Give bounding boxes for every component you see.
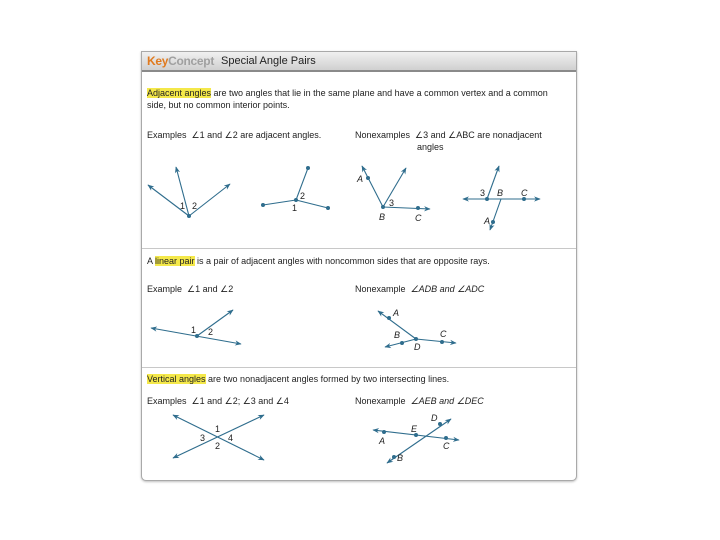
angle-label: 2: [208, 327, 214, 337]
angle-label: 2: [192, 201, 198, 211]
point-label: C: [521, 188, 528, 198]
point-label: C: [440, 329, 447, 339]
linear-nonexample-diagram: [378, 308, 456, 352]
angle-label: 1: [292, 203, 298, 213]
nonexamples-text-2: angles: [417, 142, 444, 152]
point-label: B: [394, 330, 401, 340]
linear-term: linear pair: [155, 256, 195, 266]
example-text: ∠1 and ∠2: [187, 284, 234, 294]
adjacent-nonexample-diagram-2: [463, 166, 540, 230]
adjacent-example-diagram-1: [148, 167, 230, 218]
vertical-nonexample-diagram: [373, 413, 459, 463]
vertical-def: are two nonadjacent angles formed by two intersecting lines.: [205, 374, 450, 384]
point-label: A: [357, 174, 364, 184]
point-label: E: [411, 424, 418, 434]
point-label: B: [497, 188, 504, 198]
point-label: B: [397, 453, 404, 463]
linear-def: is a pair of adjacent angles with noncommon sides that are opposite rays.: [194, 256, 490, 266]
concept-logo-text: Concept: [168, 54, 215, 68]
linear-example-diagram: [151, 310, 241, 344]
point-label: D: [414, 342, 421, 352]
vertical-term: Vertical angles: [147, 374, 206, 384]
nonexamples-label: Nonexamples: [355, 130, 411, 140]
examples-text: ∠1 and ∠2; ∠3 and ∠4: [191, 396, 289, 406]
nonexample-label: Nonexample: [355, 396, 406, 406]
adjacent-example-diagram-2: [261, 166, 330, 213]
point-label: A: [379, 436, 386, 446]
nonexample-text: ∠ADB and ∠ADC: [410, 284, 485, 294]
nonexample-label: Nonexample: [355, 284, 406, 294]
point-label: B: [379, 212, 386, 222]
examples-label: Examples: [147, 396, 187, 406]
linear-prefix: A: [147, 256, 156, 266]
angle-label: 4: [228, 433, 234, 443]
angle-label: 3: [389, 198, 395, 208]
card-title: Special Angle Pairs: [221, 55, 316, 67]
angle-label: 1: [180, 201, 186, 211]
angle-label: 3: [480, 188, 486, 198]
adjacent-term: Adjacent angles: [147, 88, 212, 98]
point-label: A: [393, 308, 400, 318]
adjacent-nonexample-diagram-1: [356, 166, 430, 223]
angle-label: 1: [191, 325, 197, 335]
adjacent-def-1: are two angles that lie in the same plane and have a common vertex and a common: [211, 88, 548, 98]
vertical-example-diagram: [173, 415, 264, 460]
point-label: D: [431, 413, 438, 423]
examples-label: Examples: [147, 130, 187, 140]
example-label: Example: [147, 284, 183, 294]
examples-text: ∠1 and ∠2 are adjacent angles.: [191, 130, 322, 140]
nonexample-text: ∠AEB and ∠DEC: [410, 396, 484, 406]
point-label: A: [484, 216, 491, 226]
angle-label: 2: [215, 441, 221, 451]
angle-label: 1: [215, 424, 221, 434]
point-label: C: [443, 441, 450, 451]
nonexamples-text: ∠3 and ∠ABC are nonadjacent: [415, 130, 542, 140]
adjacent-def-2: side, but no common interior points.: [147, 100, 290, 110]
angle-label: 2: [300, 191, 306, 201]
angle-label: 3: [200, 433, 206, 443]
point-label: C: [415, 213, 422, 223]
key-logo-text: Key: [147, 54, 169, 68]
